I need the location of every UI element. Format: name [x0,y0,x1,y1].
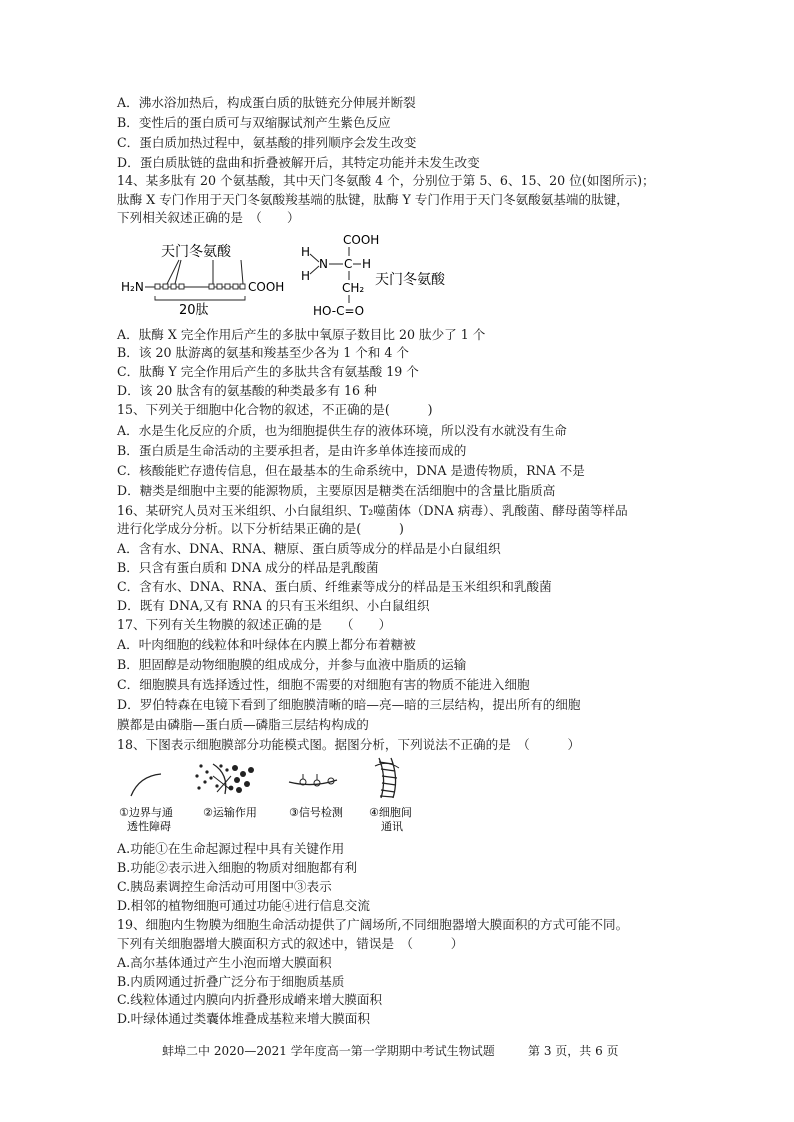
q17-option-c: C．细胞膜具有选择透过性，细胞不需要的对细胞有害的物质不能进入细胞 [117,677,530,692]
boundary-curve [131,774,161,796]
alpha-carbon: C [344,257,353,271]
amino-hydrogen-2: H [301,269,311,283]
q14-stem-line-3: 下列相关叙述正确的是 （ ） [117,210,300,225]
q18-option-d: D.相邻的植物细胞可通过功能④进行信息交流 [117,898,370,913]
side-chain-carboxyl: HO-C=O [313,304,365,318]
q16-stem-line-2: 进行化学成分分析。以下分析结果正确的是( ) [117,521,404,536]
q14-option-a: A．肽酶 X 完全作用后产生的多肽中氧原子数目比 20 肽少了 1 个 [117,327,486,342]
alpha-hydrogen: H [362,257,372,271]
aspartic-acid-structure [297,232,477,320]
q19-option-b: B.内质网通过折叠广泛分布于细胞质基质 [117,974,345,989]
q14-stem-line-1: 14、某多肽有 20 个氨基酸，其中天门冬氨酸 4 个，分别位于第 5、6、15、20 位(如图所示)； [117,173,655,188]
q16-stem-line-1: 16、某研究人员对玉米组织、小白鼠组织、T₂噬菌体（DNA 病毒）、乳酸菌、酵母菌等样品 [117,503,628,518]
q13-option-a: A．沸水浴加热后，构成蛋白质的肽链充分伸展并断裂 [117,95,416,110]
q14-stem-line-2: 肽酶 X 专门作用于天门冬氨酸羧基端的肽键，肽酶 Y 专门作用于天门冬氨酸氨基端的肽键， [117,192,629,207]
q14-option-d: D．该 20 肽含有的氨基酸的种类最多有 16 种 [117,383,377,398]
q13-option-d: D．蛋白质肽链的盘曲和折叠被解开后，其特定功能并未发生改变 [117,155,480,170]
q17-stem: 17、下列有关生物膜的叙述正确的是 （ ） [117,617,392,632]
q16-option-a: A．含有水、DNA、RNA、糖原、蛋白质等成分的样品是小白鼠组织 [117,541,501,556]
amino-terminus: H₂N [121,280,144,294]
q19-option-a: A.高尔基体通过产生小泡而增大膜面积 [117,955,332,970]
q14-option-c: C．肽酶 Y 完全作用后产生的多肽共含有氨基酸 19 个 [117,364,419,379]
communication-panel [375,758,399,798]
caption-signal: ③信号检测 [289,806,343,819]
caption-boundary-1: ①边界与通 [119,806,173,819]
q18-option-b: B.功能②表示进入细胞的物质对细胞都有利 [117,860,357,875]
q15-option-b: B．蛋白质是生命活动的主要承担者，是由许多单体连接而成的 [117,443,467,458]
q16-option-c: C．含有水、DNA、RNA、蛋白质、纤维素等成分的样品是玉米组织和乳酸菌 [117,579,552,594]
membrane-function-figure [117,752,427,836]
amino-hydrogen-1: H [301,245,311,259]
q19-option-d: D.叶绿体通过类囊体堆叠成基粒来增大膜面积 [117,1011,370,1026]
peptide-bracket [155,296,245,300]
pointer-line [175,260,181,284]
caption-boundary-2: 透性障碍 [127,820,171,833]
peptide-label: 20肽 [179,303,209,318]
q16-option-b: B．只含有蛋白质和 DNA 成分的样品是乳酸菌 [117,560,379,575]
q18-option-a: A.功能①在生命起源过程中具有关键作用 [117,841,345,856]
q17-option-d: D．罗伯特森在电镜下看到了细胞膜清晰的暗—亮—暗的三层结构，提出所有的细胞 [117,697,581,712]
q19-option-c: C.线粒体通过内膜向内折叠形成嵴来增大膜面积 [117,992,383,1007]
q19-stem-line-1: 19、细胞内生物膜为细胞生命活动提供了广阔场所,不同细胞器增大膜面积的方式可能不同。 [117,917,629,932]
footer-exam-title: 蚌埠二中 2020—2021 学年度高一第一学期期中考试生物试题 [162,1044,495,1058]
q19-stem-line-2: 下列有关细胞器增大膜面积方式的叙述中，错误是 （ ） [117,936,464,951]
q18-stem: 18、下图表示细胞膜部分功能模式图。据图分析，下列说法不正确的是 （ ） [117,737,581,752]
residue-chain [155,284,245,289]
carboxyl-terminus: COOH [248,280,285,294]
pointer-line [167,260,179,284]
q18-option-c: C.胰岛素调控生命活动可用图中③表示 [117,879,332,894]
q15-option-c: C．核酸能贮存遗传信息，但在最基本的生命系统中，DNA 是遗传物质，RNA 不是 [117,463,585,478]
q15-stem: 15、下列关于细胞中化合物的叙述，不正确的是( ) [117,402,433,417]
q13-option-b: B．变性后的蛋白质可与双缩脲试剂产生紫色反应 [117,115,391,130]
signal-panel [289,774,337,786]
peptide-chain-figure [117,232,297,320]
footer-page-number: 第 3 页，共 6 页 [528,1044,619,1058]
q17-option-d-continued: 膜都是由磷脂—蛋白质—磷脂三层结构构成的 [117,717,369,732]
caption-communication-2: 通讯 [381,820,403,833]
side-chain-ch2: CH₂ [342,281,365,295]
q17-option-a: A．叶肉细胞的线粒体和叶绿体在内膜上都分布着糖被 [117,637,416,652]
asp-label-2: 天门冬氨酸 [375,272,445,288]
pointer-line [241,260,243,284]
caption-transport: ②运输作用 [203,806,257,819]
asp-label: 天门冬氨酸 [161,244,231,260]
caption-communication-1: ④细胞间 [369,806,412,819]
q15-option-a: A．水是生化反应的介质，也为细胞提供生存的液体环境，所以没有水就没有生命 [117,423,567,438]
amino-nitrogen: N [319,257,328,271]
q13-option-c: C．蛋白质加热过程中，氨基酸的排列顺序会发生改变 [117,135,417,150]
transport-panel [195,764,254,794]
q17-option-b: B．胆固醇是动物细胞膜的组成成分，并参与血液中脂质的运输 [117,657,467,672]
top-carboxyl: COOH [343,233,380,247]
q15-option-d: D．糖类是细胞中主要的能源物质，主要原因是糖类在活细胞中的含量比脂质高 [117,483,556,498]
q14-option-b: B．该 20 肽游离的氨基和羧基至少各为 1 个和 4 个 [117,345,410,360]
q16-option-d: D．既有 DNA,又有 RNA 的只有玉米组织、小白鼠组织 [117,598,430,613]
